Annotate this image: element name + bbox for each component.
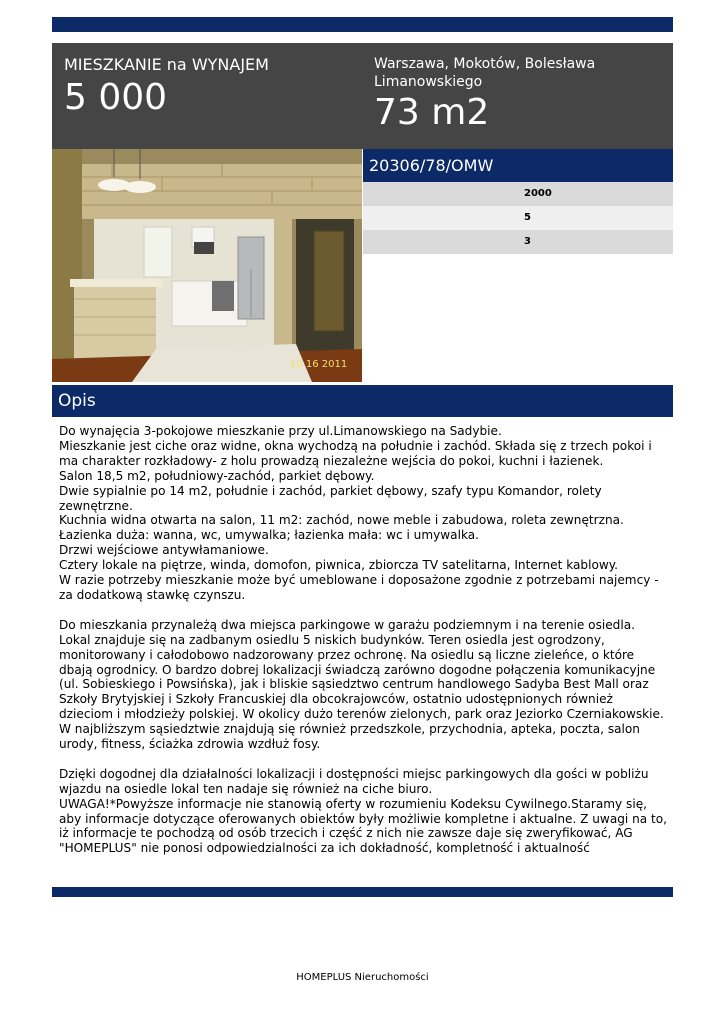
photo-date-stamp: 10 16 2011 [290,359,348,370]
listing-description: Do wynajęcia 3-pokojowe mieszkanie przy ul.Limanowskiego na Sadybie. Mieszkanie jest ciche oraz widne, okna wychodzą na południe i zachód. Składa się z trzech pokoi i ma charakter rozkładowy- z holu prowadzą niezależne wejścia do pokoi, kuchni i łazienek. Salon 18,5 m2, południowy-zachód, parkiet dębowy. Dwie sypialnie po 14 m2, południe i zachód, parkiet dębowy, szafy typu Komandor, rolety zewnętrzne. Kuchnia widna otwarta na salon, 11 m2: zachód, nowe meble i zabudowa, roleta zewnętrzna. Łazienka duża: wanna, wc, umywalka; łazienka mała: wc i umywalka. Drzwi wejściowe antywłamaniowe. Cztery lokale na piętrze, winda, domofon, piwnica, zbiorcza TV satelitarna, Internet kablowy. W razie potrzeby mieszkanie może być umeblowane i doposażone zgodnie z potrzebami najemcy - za dodatkową stawkę czynszu. Do mieszkania przynależą dwa miejsca parkingowe w garażu podziemnym i na terenie osiedla. Lokal znajduje się na zadbanym osiedlu 5 niskich budynków. Teren osiedla jest ogrodzony, monitorowany i całodobowo nadzorowany przez ochronę. Na osiedlu są liczne zieleńce, o które dbają ogrodnicy. O bardzo dobrej lokalizacji świadczą zarówno dogodne połączenia komunikacyjne (ul. Sobieskiego i Powsińska), jak i bliskie sąsiedztwo centrum handlowego Sadyba Best Mall oraz Szkoły Brytyjskiej i Szkoły Francuskiej dla obcokrajowców, ostatnio udostępnionych również dzieciom i młodzieży polskiej. W okolicy dużo terenów zielonych, park oraz Jeziorko Czerniakowskie. W najbliższym sąsiedztwie znajdują się również przedszkole, przychodnia, apteka, poczta, salon urody, fitness, ściażka zdrowia wzdłuż fosy. Dzięki dogodnej dla działalności lokalizacji i dostępności miejsc parkingowych dla gości w pobliżu wjazdu na osiedle lokal ten nadaje się również na ciche biuro. UWAGA!*Powyższe informacje nie stanowią oferty w rozumieniu Kodeksu Cywilnego.Staramy się, aby informacje dotyczące oferowanych obiektów były możliwie kompletne i aktualne. Z uwagi na to, iż informacje te pochodzą od osób trzecich i część z nich nie zawsze daje się zweryfikować, AG "HOMEPLUS" nie ponosi odpowiedzialności za ich dokładność, kompletność i aktualność [59,424,668,856]
param-row [363,206,673,230]
listing-location: Warszawa, Mokotów, Bolesława Limanowskiego [374,56,596,90]
param-value: 5 [524,212,531,223]
listing-header [52,43,673,149]
param-value: 2000 [524,188,552,199]
param-row [363,182,673,206]
kitchen-photo-image [52,149,362,382]
param-value: 3 [524,236,531,247]
section-title: Opis [52,385,673,417]
listing-type: MIESZKANIE na WYNAJEM [64,55,269,74]
listing-price: 5 000 [64,77,168,118]
apartment-photo [52,149,362,382]
top-divider-bar [52,17,673,32]
listing-area: 73 m2 [374,92,490,133]
param-row [363,230,673,254]
listing-code: 20306/78/OMW [363,149,673,182]
footer-text: HOMEPLUS Nieruchomości [296,972,429,983]
bottom-divider-bar [52,887,673,897]
